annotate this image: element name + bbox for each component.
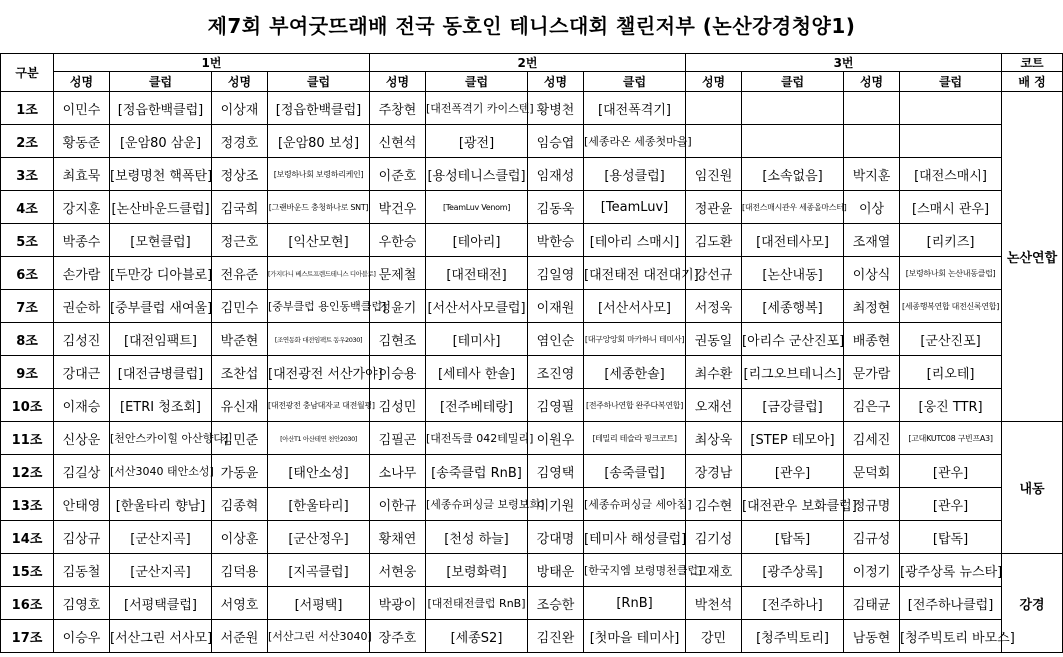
player-name: 김은구 bbox=[844, 389, 900, 422]
player-club: [소속없음] bbox=[742, 158, 844, 191]
player-name: 황채연 bbox=[370, 521, 426, 554]
player-club: [광전] bbox=[426, 125, 528, 158]
player-name: 최수환 bbox=[686, 356, 742, 389]
player-club: [서평택클럽] bbox=[110, 587, 212, 620]
group-row bbox=[1, 521, 1063, 554]
player-name: 조진영 bbox=[528, 356, 584, 389]
group-row bbox=[1, 125, 1063, 158]
player-name: 서준원 bbox=[212, 620, 268, 653]
player-name: 정윤기 bbox=[370, 290, 426, 323]
player-club: [가지다니 베스트프렌드테니스 디아블로] bbox=[268, 257, 370, 290]
player-club: [청주빅토리] bbox=[742, 620, 844, 653]
player-club: [리키즈] bbox=[900, 224, 1002, 257]
player-club bbox=[742, 92, 844, 125]
player-club: [대전관우 보화클럽] bbox=[742, 488, 844, 521]
player-club: [전주하나클럽] bbox=[900, 587, 1002, 620]
player-club: [보령하나회 보령하리케인] bbox=[268, 158, 370, 191]
group-label: 15조 bbox=[1, 554, 54, 587]
player-name: 오재선 bbox=[686, 389, 742, 422]
player-club: [대구앙앙회 마카하니 테미사] bbox=[584, 323, 686, 356]
player-name: 이상식 bbox=[844, 257, 900, 290]
group-row bbox=[1, 587, 1063, 620]
player-name: 서현웅 bbox=[370, 554, 426, 587]
group-label: 3조 bbox=[1, 158, 54, 191]
player-club: [리그오브테니스] bbox=[742, 356, 844, 389]
player-name: 김태균 bbox=[844, 587, 900, 620]
player-name: 정근호 bbox=[212, 224, 268, 257]
player-name: 박한승 bbox=[528, 224, 584, 257]
player-name: 조재열 bbox=[844, 224, 900, 257]
player-name: 손가람 bbox=[54, 257, 110, 290]
name-col-header: 성명 bbox=[844, 72, 900, 92]
player-club: [테미사 해성클럽] bbox=[584, 521, 686, 554]
player-name: 박종수 bbox=[54, 224, 110, 257]
player-name: 김영택 bbox=[528, 455, 584, 488]
player-name: 김필곤 bbox=[370, 422, 426, 455]
player-name: 가동윤 bbox=[212, 455, 268, 488]
player-name: 신현석 bbox=[370, 125, 426, 158]
player-club: [광주상록 뉴스타] bbox=[900, 554, 1002, 587]
club-col-header: 클럽 bbox=[268, 72, 370, 92]
court-assignment: 논산연합 bbox=[1002, 92, 1063, 422]
player-club: [한국지엠 보령명천클럽] bbox=[584, 554, 686, 587]
player-name: 이상 bbox=[844, 191, 900, 224]
player-club: [대전스매시관우 세종올마스터] bbox=[742, 191, 844, 224]
player-club: [세종라온 세종첫마을] bbox=[584, 125, 686, 158]
player-name: 김덕용 bbox=[212, 554, 268, 587]
player-name: 임재성 bbox=[528, 158, 584, 191]
player-name: 장경남 bbox=[686, 455, 742, 488]
name-col-header: 성명 bbox=[528, 72, 584, 92]
player-club bbox=[742, 125, 844, 158]
player-club: [테아리] bbox=[426, 224, 528, 257]
player-name: 김성진 bbox=[54, 323, 110, 356]
player-name: 고재호 bbox=[686, 554, 742, 587]
group-row bbox=[1, 455, 1063, 488]
player-name: 배종현 bbox=[844, 323, 900, 356]
player-club: [테미사] bbox=[426, 323, 528, 356]
player-club: [서산서사모클럽] bbox=[426, 290, 528, 323]
player-name: 김진완 bbox=[528, 620, 584, 653]
player-club: [관우] bbox=[900, 455, 1002, 488]
player-club: [정읍한백클럽] bbox=[268, 92, 370, 125]
player-club: [정읍한백클럽] bbox=[110, 92, 212, 125]
player-club: [대전테사모] bbox=[742, 224, 844, 257]
group-row bbox=[1, 356, 1063, 389]
group-label: 11조 bbox=[1, 422, 54, 455]
player-club: [두만강 디아블로] bbox=[110, 257, 212, 290]
player-club: [세종한솔] bbox=[584, 356, 686, 389]
player-club: [대전폭격기] bbox=[584, 92, 686, 125]
player-name: 전유준 bbox=[212, 257, 268, 290]
court-assignment: 강경 bbox=[1002, 554, 1063, 653]
player-club: [리오테] bbox=[900, 356, 1002, 389]
player-name: 신상운 bbox=[54, 422, 110, 455]
player-name: 장주호 bbox=[370, 620, 426, 653]
player-club: [전주하나] bbox=[742, 587, 844, 620]
player-club: [스매시 관우] bbox=[900, 191, 1002, 224]
player-name: 김세진 bbox=[844, 422, 900, 455]
player-club: [대전폭격기 카이스텐] bbox=[426, 92, 528, 125]
player-club: [그랜바운드 충청하나로 SNT] bbox=[268, 191, 370, 224]
player-name: 문제철 bbox=[370, 257, 426, 290]
player-name: 박천석 bbox=[686, 587, 742, 620]
player-club: [광주상록] bbox=[742, 554, 844, 587]
player-club: [고대KUTC08 구빈프A3] bbox=[900, 422, 1002, 455]
player-club: [한울타리] bbox=[268, 488, 370, 521]
player-club: [서평택] bbox=[268, 587, 370, 620]
player-name: 주창현 bbox=[370, 92, 426, 125]
player-name: 최정현 bbox=[844, 290, 900, 323]
player-name: 이기원 bbox=[528, 488, 584, 521]
group-label: 8조 bbox=[1, 323, 54, 356]
player-club: [전주하나연합 완주다복연합] bbox=[584, 389, 686, 422]
player-club: [대전스매시] bbox=[900, 158, 1002, 191]
player-name: 이민수 bbox=[54, 92, 110, 125]
player-club: [세종행복] bbox=[742, 290, 844, 323]
group-row bbox=[1, 488, 1063, 521]
player-club: [모현클럽] bbox=[110, 224, 212, 257]
player-name: 남동현 bbox=[844, 620, 900, 653]
group-label: 13조 bbox=[1, 488, 54, 521]
player-name: 김동철 bbox=[54, 554, 110, 587]
player-name: 김일영 bbox=[528, 257, 584, 290]
player-name: 강대명 bbox=[528, 521, 584, 554]
club-col-header: 클럽 bbox=[110, 72, 212, 92]
group-label: 6조 bbox=[1, 257, 54, 290]
player-club: [금강클럽] bbox=[742, 389, 844, 422]
group-header: 구분 bbox=[1, 54, 54, 92]
player-name bbox=[844, 92, 900, 125]
player-club: [송죽클럽 RnB] bbox=[426, 455, 528, 488]
player-club: [송죽클럽] bbox=[584, 455, 686, 488]
player-name: 이준호 bbox=[370, 158, 426, 191]
group-row bbox=[1, 422, 1063, 455]
player-club: [군산진포] bbox=[900, 323, 1002, 356]
player-club: [태안소성] bbox=[268, 455, 370, 488]
player-name: 이승용 bbox=[370, 356, 426, 389]
player-club: [관우] bbox=[742, 455, 844, 488]
player-name: 이한규 bbox=[370, 488, 426, 521]
player-name: 권순하 bbox=[54, 290, 110, 323]
player-name: 강대근 bbox=[54, 356, 110, 389]
player-club: [관우] bbox=[900, 488, 1002, 521]
player-name: 김도환 bbox=[686, 224, 742, 257]
player-name: 이승우 bbox=[54, 620, 110, 653]
court-header-bottom: 배 정 bbox=[1002, 72, 1063, 92]
player-name: 소나무 bbox=[370, 455, 426, 488]
player-name: 이상재 bbox=[212, 92, 268, 125]
player-name: 정상조 bbox=[212, 158, 268, 191]
player-name: 조승한 bbox=[528, 587, 584, 620]
player-club: [테아리 스매시] bbox=[584, 224, 686, 257]
group-row bbox=[1, 257, 1063, 290]
group-row bbox=[1, 290, 1063, 323]
group-label: 7조 bbox=[1, 290, 54, 323]
group-row bbox=[1, 389, 1063, 422]
player-name: 김영호 bbox=[54, 587, 110, 620]
player-club: [서산그린 서사모] bbox=[110, 620, 212, 653]
player-club: [아리수 군산진포] bbox=[742, 323, 844, 356]
player-name: 김민수 bbox=[212, 290, 268, 323]
player-club: [청주빅토리 바모스] bbox=[900, 620, 1002, 653]
player-club: [보령하나회 논산내동클럽] bbox=[900, 257, 1002, 290]
player-name: 박지훈 bbox=[844, 158, 900, 191]
player-name: 강지훈 bbox=[54, 191, 110, 224]
player-name: 정규명 bbox=[844, 488, 900, 521]
player-club: [아산T1 아산테연 천안2030] bbox=[268, 422, 370, 455]
player-name: 김수현 bbox=[686, 488, 742, 521]
player-club: [대전광전 충남대자교 대전월평] bbox=[268, 389, 370, 422]
player-name: 권동일 bbox=[686, 323, 742, 356]
player-name: 김영필 bbox=[528, 389, 584, 422]
player-name: 정경호 bbox=[212, 125, 268, 158]
player-club: [대전독클 042테밀리] bbox=[426, 422, 528, 455]
group-row bbox=[1, 158, 1063, 191]
player-club: [논산내동] bbox=[742, 257, 844, 290]
group-label: 14조 bbox=[1, 521, 54, 554]
player-name: 김상규 bbox=[54, 521, 110, 554]
player-club: [서산그린 서산3040] bbox=[268, 620, 370, 653]
player-club: [대전태전 대전대기] bbox=[584, 257, 686, 290]
player-name bbox=[844, 125, 900, 158]
player-club: [ETRI 청조회] bbox=[110, 389, 212, 422]
player-name: 김국희 bbox=[212, 191, 268, 224]
player-name: 박광이 bbox=[370, 587, 426, 620]
player-club: [웅진 TTR] bbox=[900, 389, 1002, 422]
player-name: 이정기 bbox=[844, 554, 900, 587]
player-name: 방태운 bbox=[528, 554, 584, 587]
group-label: 17조 bbox=[1, 620, 54, 653]
player-club: [군산지곡] bbox=[110, 521, 212, 554]
player-name: 황동준 bbox=[54, 125, 110, 158]
group-row bbox=[1, 620, 1063, 653]
player-club: [논산바운드클럽] bbox=[110, 191, 212, 224]
player-club: [천성 하늘] bbox=[426, 521, 528, 554]
player-club: [용성클럽] bbox=[584, 158, 686, 191]
group-label: 9조 bbox=[1, 356, 54, 389]
player-club: [대전금병클럽] bbox=[110, 356, 212, 389]
club-col-header: 클럽 bbox=[584, 72, 686, 92]
name-col-header: 성명 bbox=[686, 72, 742, 92]
group-label: 4조 bbox=[1, 191, 54, 224]
player-club bbox=[900, 125, 1002, 158]
player-name: 정관윤 bbox=[686, 191, 742, 224]
player-club: [세종행복연합 대전신록연합] bbox=[900, 290, 1002, 323]
player-name: 조찬섭 bbox=[212, 356, 268, 389]
page-title: 제7회 부여굿뜨래배 전국 동호인 테니스대회 챌린저부 (논산강경청양1) bbox=[207, 14, 856, 38]
group-label: 2조 bbox=[1, 125, 54, 158]
player-name: 임승엽 bbox=[528, 125, 584, 158]
club-col-header: 클럽 bbox=[426, 72, 528, 92]
player-club: [보령명천 핵폭탄] bbox=[110, 158, 212, 191]
player-name: 유신재 bbox=[212, 389, 268, 422]
player-name: 김기성 bbox=[686, 521, 742, 554]
player-name: 서영호 bbox=[212, 587, 268, 620]
player-name: 서정욱 bbox=[686, 290, 742, 323]
player-club: [대전태전클럽 RnB] bbox=[426, 587, 528, 620]
player-club: [TeamLuv Venom] bbox=[426, 191, 528, 224]
court-assignment: 내동 bbox=[1002, 422, 1063, 554]
player-club: [운암80 보성] bbox=[268, 125, 370, 158]
court-header-top: 코트 bbox=[1002, 54, 1063, 72]
player-club: [중부클럽 용인동백클럽] bbox=[268, 290, 370, 323]
player-name: 이원우 bbox=[528, 422, 584, 455]
player-name: 이상훈 bbox=[212, 521, 268, 554]
group-row bbox=[1, 554, 1063, 587]
player-name: 이재승 bbox=[54, 389, 110, 422]
player-name: 박준현 bbox=[212, 323, 268, 356]
group-label: 12조 bbox=[1, 455, 54, 488]
player-club: [한울타리 향남] bbox=[110, 488, 212, 521]
player-club: [서산3040 태안소성] bbox=[110, 455, 212, 488]
player-club: [세테사 한솔] bbox=[426, 356, 528, 389]
player-club: [세종슈퍼싱글 보령보희] bbox=[426, 488, 528, 521]
player-name: 김규성 bbox=[844, 521, 900, 554]
player-name bbox=[686, 125, 742, 158]
player-name bbox=[686, 92, 742, 125]
player-name: 최효묵 bbox=[54, 158, 110, 191]
name-col-header: 성명 bbox=[212, 72, 268, 92]
player-club: [서산서사모] bbox=[584, 290, 686, 323]
player-club: [운암80 삼운] bbox=[110, 125, 212, 158]
draw-table bbox=[0, 53, 1063, 653]
group-label: 1조 bbox=[1, 92, 54, 125]
name-col-header: 성명 bbox=[54, 72, 110, 92]
player-name: 김동욱 bbox=[528, 191, 584, 224]
player-club: [대전광전 서산가야] bbox=[268, 356, 370, 389]
player-club: [탑독] bbox=[900, 521, 1002, 554]
player-name: 강민 bbox=[686, 620, 742, 653]
group-row bbox=[1, 191, 1063, 224]
player-name: 염인순 bbox=[528, 323, 584, 356]
player-name: 박건우 bbox=[370, 191, 426, 224]
player-name: 안태영 bbox=[54, 488, 110, 521]
team-header-2: 2번 bbox=[370, 54, 686, 72]
name-col-header: 성명 bbox=[370, 72, 426, 92]
player-club: [보령화력] bbox=[426, 554, 528, 587]
player-club bbox=[900, 92, 1002, 125]
player-club: [용성테니스클럽] bbox=[426, 158, 528, 191]
player-name: 최상욱 bbox=[686, 422, 742, 455]
player-name: 김현조 bbox=[370, 323, 426, 356]
player-club: [STEP 테모아] bbox=[742, 422, 844, 455]
player-club: [세종슈퍼싱글 세아침] bbox=[584, 488, 686, 521]
player-club: [세종S2] bbox=[426, 620, 528, 653]
player-name: 김종혁 bbox=[212, 488, 268, 521]
player-name: 이재원 bbox=[528, 290, 584, 323]
player-name: 김성민 bbox=[370, 389, 426, 422]
player-club: [중부클럽 새여울] bbox=[110, 290, 212, 323]
player-name: 김길상 bbox=[54, 455, 110, 488]
player-name: 문가람 bbox=[844, 356, 900, 389]
player-club: [전주베테랑] bbox=[426, 389, 528, 422]
group-row bbox=[1, 92, 1063, 125]
player-club: [조연동화 대전임팩트 동우2030] bbox=[268, 323, 370, 356]
club-col-header: 클럽 bbox=[742, 72, 844, 92]
group-label: 5조 bbox=[1, 224, 54, 257]
player-club: [천안스카이힐 아산향다] bbox=[110, 422, 212, 455]
player-club: [대전임팩트] bbox=[110, 323, 212, 356]
player-name: 김민준 bbox=[212, 422, 268, 455]
player-club: [대전태전] bbox=[426, 257, 528, 290]
player-club: [RnB] bbox=[584, 587, 686, 620]
player-club: [첫마을 테미사] bbox=[584, 620, 686, 653]
player-name: 강선규 bbox=[686, 257, 742, 290]
team-header-3: 3번 bbox=[686, 54, 1002, 72]
club-col-header: 클럽 bbox=[900, 72, 1002, 92]
group-row bbox=[1, 224, 1063, 257]
player-name: 임진원 bbox=[686, 158, 742, 191]
team-header-1: 1번 bbox=[54, 54, 370, 72]
player-club: [지곡클럽] bbox=[268, 554, 370, 587]
player-name: 문덕회 bbox=[844, 455, 900, 488]
player-name: 황병천 bbox=[528, 92, 584, 125]
group-label: 16조 bbox=[1, 587, 54, 620]
player-name: 우한승 bbox=[370, 224, 426, 257]
player-club: [테밀리 테슬라 핑크코트] bbox=[584, 422, 686, 455]
group-label: 10조 bbox=[1, 389, 54, 422]
player-club: [군산지곡] bbox=[110, 554, 212, 587]
player-club: [탑독] bbox=[742, 521, 844, 554]
player-club: [TeamLuv] bbox=[584, 191, 686, 224]
group-row bbox=[1, 323, 1063, 356]
player-club: [익산모현] bbox=[268, 224, 370, 257]
player-club: [군산정우] bbox=[268, 521, 370, 554]
